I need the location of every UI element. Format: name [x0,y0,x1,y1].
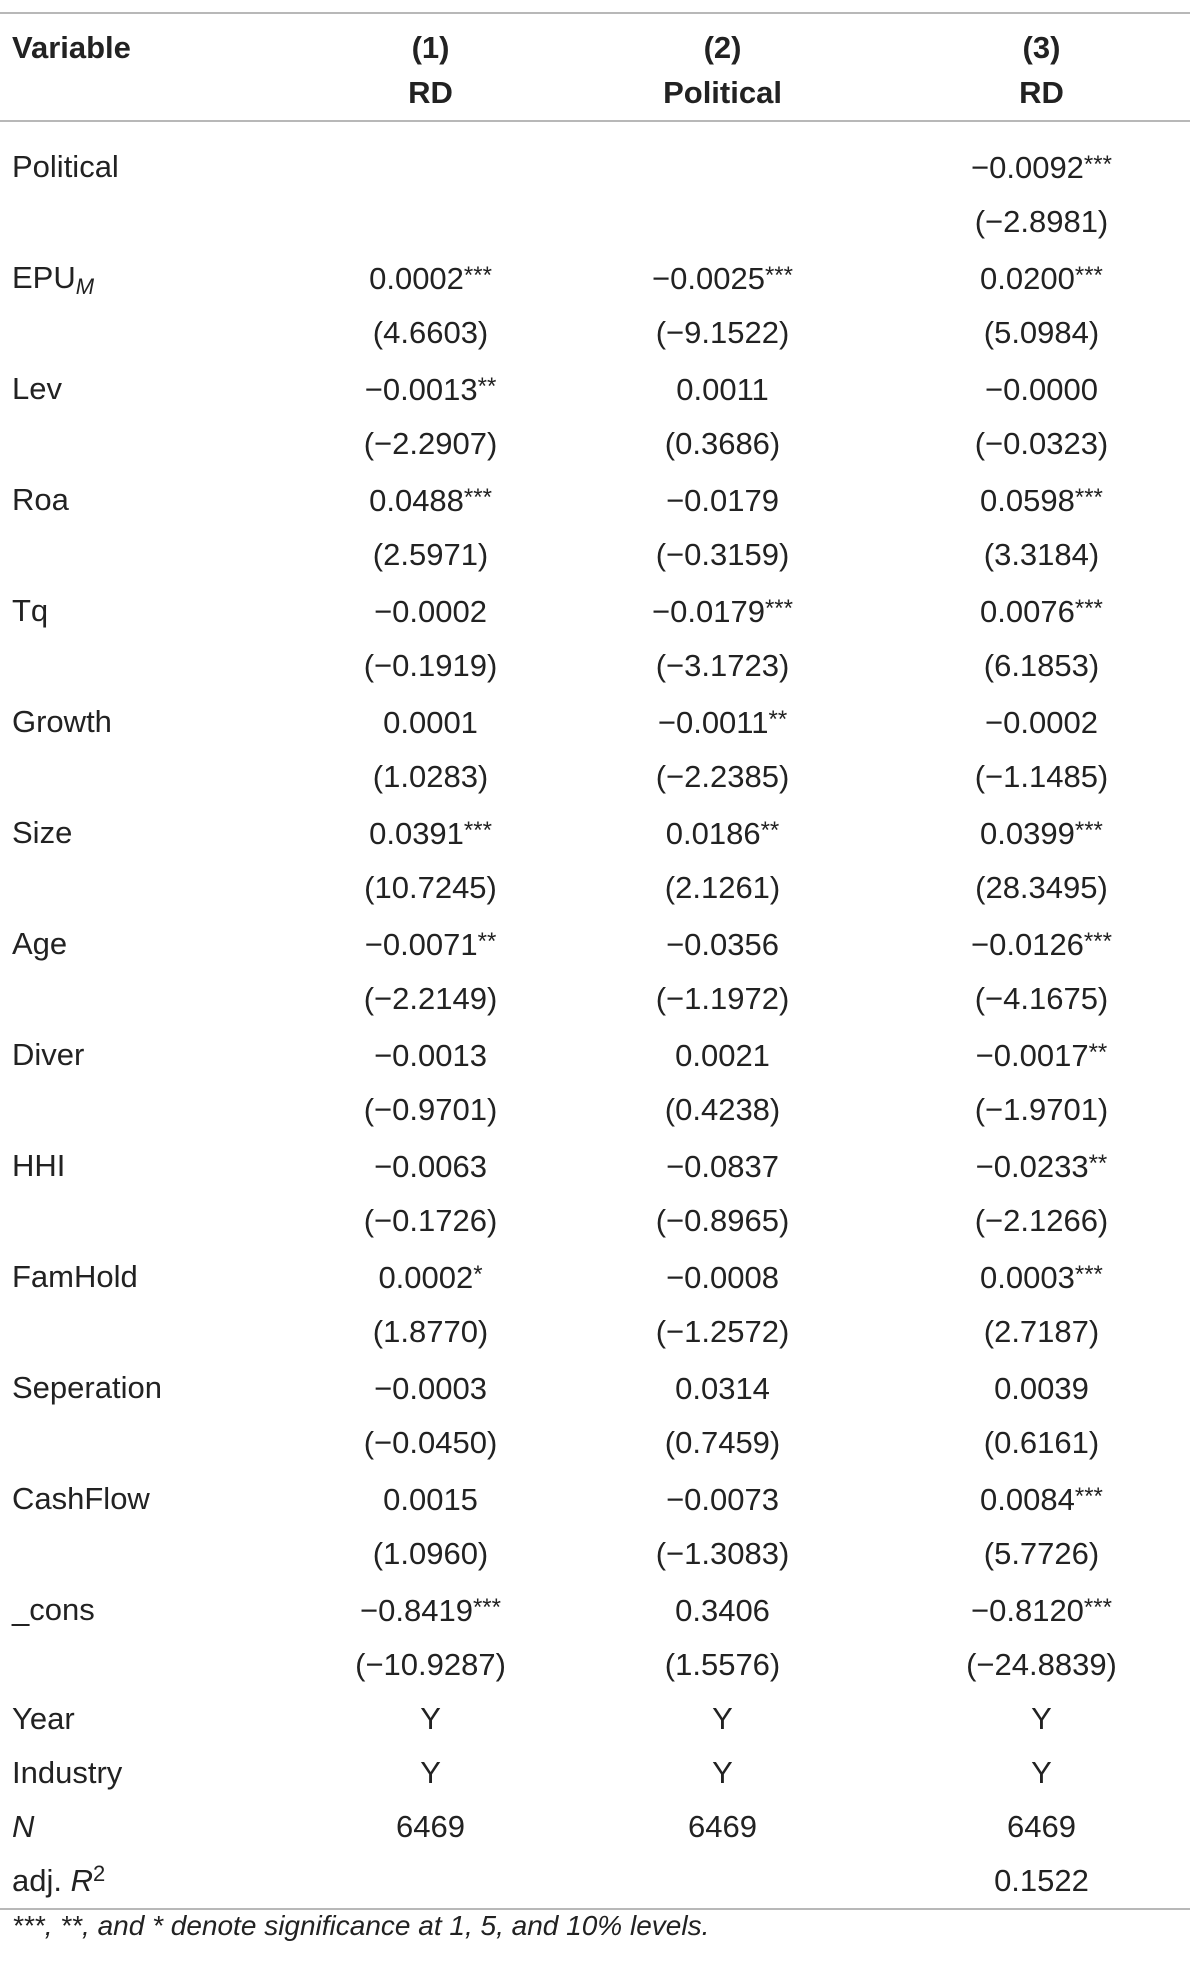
row-label: Size [12,814,73,850]
row-label: Seperation [12,1369,162,1405]
t-stat: (−1.9701) [974,1092,1109,1127]
fixed-effect-flag: Y [712,1701,733,1736]
row-label: HHI [12,1147,66,1183]
significance-stars: ** [1088,1039,1108,1066]
significance-stars: ** [768,706,788,733]
table-row-cons-coef [0,1581,1190,1638]
coef-value: 0.0076 [980,594,1075,629]
coef-value: 0.0399 [980,816,1075,851]
t-stat: (−2.2907) [363,426,498,461]
table-row-growth-t [0,750,1190,804]
fixed-effect-flag: Y [1031,1701,1052,1736]
row-label: FamHold [12,1258,138,1294]
coef-value: 0.0015 [383,1482,478,1517]
header-col3-name: RD [893,66,1190,121]
row-label: N [12,1809,35,1844]
coef-value: 0.0084 [980,1482,1075,1517]
significance-stars: *** [1074,817,1103,844]
coef-value: −0.0017 [975,1038,1089,1073]
significance-stars: *** [1083,928,1112,955]
t-stat: (0.7459) [664,1425,781,1460]
coef-value: −0.0092 [971,150,1084,185]
row-label: Growth [12,703,112,739]
coef-value: −0.0837 [666,1149,779,1184]
t-stat: (−24.8839) [966,1647,1117,1682]
t-stat: (0.6161) [983,1425,1100,1460]
table-row-political-coef [0,121,1190,195]
significance-stars: *** [764,262,793,289]
significance-stars: *** [1074,1483,1103,1510]
row-label: Political [12,148,119,184]
row-label: Tq [12,592,49,628]
header-row-numbers [0,13,1190,66]
t-stat: (−2.2149) [363,981,498,1016]
r-squared-value: 0.1522 [893,1854,1190,1909]
table-row-tq-coef [0,582,1190,639]
table-row-famhold-t [0,1305,1190,1359]
coef-value: −0.0126 [971,927,1084,962]
coef-value: −0.0008 [666,1260,779,1295]
regression-table [0,12,1190,1910]
table-row-hhi-coef [0,1137,1190,1194]
t-stat: (3.3184) [983,537,1100,572]
t-stat: (−0.0323) [974,426,1109,461]
t-stat: (−4.1675) [974,981,1109,1016]
significance-stars: ** [760,817,780,844]
t-stat: (1.5576) [664,1647,781,1682]
significance-stars: *** [463,817,492,844]
t-stat: (0.4238) [664,1092,781,1127]
header-variable-blank [0,66,309,121]
table-row-size-t [0,861,1190,915]
coef-cell [309,121,552,195]
t-stat: (10.7245) [364,870,497,905]
t-stat: (−0.8965) [655,1203,790,1238]
t-stat: (−1.3083) [655,1536,790,1571]
t-stat: (−0.1919) [363,648,498,683]
t-stat: (−2.1266) [974,1203,1109,1238]
t-stat: (2.1261) [664,870,781,905]
coef-value: 0.0021 [675,1038,770,1073]
t-stat: (−0.0450) [363,1425,498,1460]
t-stat: (−2.2385) [655,759,790,794]
t-stat: (−0.9701) [363,1092,498,1127]
coef-value: −0.0071 [364,927,478,962]
header-col1-number: (1) [309,13,552,66]
row-label: Diver [12,1036,85,1072]
coef-cell [552,121,893,195]
t-stat: (−2.8981) [974,204,1109,239]
significance-stars: *** [1083,151,1112,178]
observation-count: 6469 [396,1809,466,1844]
t-stat: (5.0984) [983,315,1100,350]
coef-value: 0.3406 [675,1593,770,1628]
table-row-industry [0,1746,1190,1800]
coef-value: 0.0002 [369,261,464,296]
significance-stars: *** [1074,595,1103,622]
coef-value: 0.0011 [676,372,769,407]
coef-value: 0.0391 [369,816,464,851]
significance-stars: *** [1074,262,1103,289]
t-stat: (5.7726) [983,1536,1100,1571]
t-stat: (1.0283) [372,759,489,794]
coef-value: −0.0063 [374,1149,487,1184]
observation-count: 6469 [1007,1809,1076,1844]
coef-value: 0.0001 [383,705,478,740]
table-row-cashflow-coef [0,1470,1190,1527]
row-label: $EPU_M$ [12,259,95,299]
header-row-names [0,66,1190,121]
coef-value: 0.0314 [675,1371,770,1406]
table-row-size-coef [0,804,1190,861]
coef-value: −0.8120 [971,1593,1084,1628]
fixed-effect-flag: Y [420,1701,441,1736]
coef-value: 0.0200 [980,261,1075,296]
significance-stars: ** [477,928,497,955]
table-row-tq-t [0,639,1190,693]
fixed-effect-flag: Y [1031,1755,1052,1790]
table-row-roa-t [0,528,1190,582]
coef-value: 0.0186 [665,816,761,851]
coef-value: −0.0003 [374,1371,487,1406]
row-label: _cons [12,1591,95,1627]
t-stat: (−3.1723) [655,648,790,683]
coef-value: −0.0011 [657,705,769,740]
t-stat: (1.0960) [372,1536,489,1571]
coef-value: −0.0013 [374,1038,487,1073]
row-label: Year [12,1701,75,1736]
table-row-seperation-coef [0,1359,1190,1416]
t-stat: (−1.2572) [655,1314,790,1349]
observation-count: 6469 [688,1809,757,1844]
header-col2-number: (2) [552,13,893,66]
table-row-roa-coef [0,471,1190,528]
coef-value: −0.0002 [374,594,487,629]
row-label: Roa [12,481,69,517]
table-row-year [0,1692,1190,1746]
coef-value: −0.0179 [666,483,779,518]
significance-stars: *** [463,262,492,289]
coef-value: 0.0598 [980,483,1075,518]
fixed-effect-flag: Y [420,1755,441,1790]
coef-value: 0.0039 [994,1371,1089,1406]
t-stat: (−1.1485) [974,759,1109,794]
significance-stars: * [473,1261,483,1288]
row-label: Industry [12,1755,123,1790]
fixed-effect-flag: Y [712,1755,733,1790]
t-stat: (−9.1522) [655,315,790,350]
coef-value: −0.0356 [666,927,779,962]
significance-stars: *** [472,1594,501,1621]
t-stat: (−1.1972) [655,981,790,1016]
t-stat: (2.5971) [372,537,489,572]
table-row-epu-t [0,306,1190,360]
table-row-cons-t [0,1638,1190,1692]
t-stat: (0.3686) [664,426,781,461]
coef-value: 0.0002 [378,1260,474,1295]
table-row-political-t [0,195,1190,249]
header-col3-number: (3) [893,13,1190,66]
significance-stars: *** [1074,1261,1103,1288]
table-row-hhi-t [0,1194,1190,1248]
coef-value: 0.0488 [369,483,464,518]
coef-cell [893,121,1190,195]
table-row-age-t [0,972,1190,1026]
t-stat: (−0.1726) [363,1203,498,1238]
header-variable: Variable [0,13,309,66]
coef-value: −0.0179 [652,594,765,629]
table-row-age-coef [0,915,1190,972]
t-stat: (−10.9287) [355,1647,506,1682]
significance-stars: ** [477,373,497,400]
t-stat: (2.7187) [983,1314,1100,1349]
row-label: Lev [12,370,62,406]
t-stat: (28.3495) [975,870,1108,905]
significance-stars: ** [1088,1150,1108,1177]
table-row-n [0,1800,1190,1854]
header-col2-name: Political [552,66,893,121]
significance-stars: *** [1074,484,1103,511]
significance-stars: *** [764,595,793,622]
coef-value: −0.0000 [985,372,1098,407]
table-row-cashflow-t [0,1527,1190,1581]
coef-value: −0.0073 [666,1482,779,1517]
significance-stars: *** [463,484,492,511]
significance-stars: *** [1083,1594,1112,1621]
coef-value: −0.8419 [360,1593,473,1628]
table-row-seperation-t [0,1416,1190,1470]
row-label: Age [12,925,68,961]
table-row-diver-coef [0,1026,1190,1083]
table-row-epu-coef [0,249,1190,306]
t-stat: (4.6603) [372,315,489,350]
table-row-lev-coef [0,360,1190,417]
row-label: adj. $R^2$ [0,1854,309,1909]
table-row-adj-r2 [0,1854,1190,1909]
coef-value: −0.0025 [652,261,765,296]
coef-value: 0.0003 [980,1260,1075,1295]
coef-value: −0.0013 [364,372,478,407]
table-row-diver-t [0,1083,1190,1137]
table-row-growth-coef [0,693,1190,750]
table-row-famhold-coef [0,1248,1190,1305]
coef-value: −0.0002 [985,705,1098,740]
t-stat: (1.8770) [372,1314,489,1349]
t-stat: (6.1853) [983,648,1100,683]
table-row-lev-t [0,417,1190,471]
table-footnote: ***, **, and * denote significance at 1, 5, and 10% levels. [12,1910,710,1941]
header-col1-name: RD [309,66,552,121]
coef-value: −0.0233 [975,1149,1089,1184]
row-label: CashFlow [12,1480,150,1516]
row-label-subscript: M [75,273,95,299]
t-stat: (−0.3159) [655,537,790,572]
